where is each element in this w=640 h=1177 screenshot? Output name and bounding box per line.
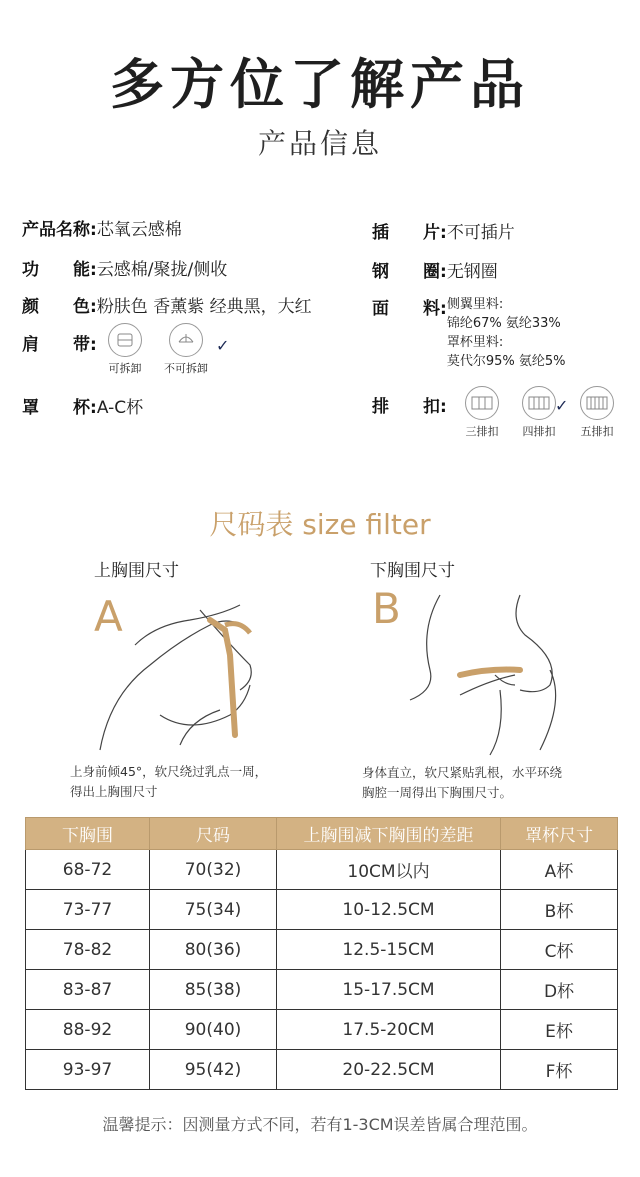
desc-line: 身体直立，软尺紧贴乳根，水平环绕 (362, 765, 563, 780)
bust-measure-illustration (80, 585, 310, 755)
info-key: 产品名称: (22, 220, 97, 240)
fabric-line: 锦纶67% 氨纶33% (446, 316, 561, 331)
desc-line: 上身前倾45°，软尺绕过乳点一周， (70, 764, 268, 779)
table-row (26, 1050, 618, 1090)
detachable-strap-icon (108, 323, 142, 357)
info-key: 插 片: (372, 223, 447, 243)
option-label: 不可拆卸 (164, 362, 208, 375)
column-header: 上胸围减下胸围的差距 (277, 818, 501, 850)
table-cell: 85(38) (150, 970, 277, 1010)
table-cell: A杯 (501, 850, 618, 890)
measurement-tip: 温馨提示：因测量方式不同，若有1-3CM误差皆属合理范围。 (102, 1115, 538, 1134)
diagram-b-letter: B (372, 584, 401, 633)
table-cell: 12.5-15CM (277, 930, 501, 970)
info-value: 云感棉/聚拢/侧收 (96, 260, 228, 280)
table-cell: B杯 (501, 890, 618, 930)
column-header: 罩杯尺寸 (501, 818, 618, 850)
size-chart-title: 尺码表 size filter (209, 508, 431, 541)
strap-option-detachable (108, 323, 142, 376)
info-key: 功 能: (22, 260, 97, 280)
table-cell: C杯 (501, 930, 618, 970)
info-wire (372, 257, 498, 282)
diagram-a-label: 上胸围尺寸 (94, 561, 179, 581)
hook-option-5 (580, 386, 614, 439)
fabric-line: 罩杯里料: (446, 335, 504, 350)
info-key: 钢 圈: (372, 262, 447, 282)
info-key: 排 扣: (372, 397, 447, 417)
diagram-a-letter: A (94, 592, 123, 641)
table-cell: D杯 (501, 970, 618, 1010)
table-row (26, 970, 618, 1010)
desc-line: 胸腔一周得出下胸围尺寸。 (362, 785, 513, 800)
check-icon: ✓ (555, 396, 569, 415)
three-row-hook-icon (465, 386, 499, 420)
table-cell: 10-12.5CM (277, 890, 501, 930)
table-header-row (26, 818, 618, 850)
four-row-hook-icon (522, 386, 556, 420)
table-cell: E杯 (501, 1010, 618, 1050)
check-icon: ✓ (216, 336, 230, 355)
info-key: 颜 色: (22, 297, 97, 317)
table-cell: 70(32) (150, 850, 277, 890)
info-value: 粉肤色 香薰紫 经典黑，大红 (96, 297, 312, 317)
table-cell: 93-97 (26, 1050, 150, 1090)
table-row (26, 930, 618, 970)
fabric-line: 侧翼里料: (446, 297, 504, 312)
info-key: 肩 带: (22, 335, 97, 355)
underbust-measure-illustration (400, 590, 600, 760)
table-cell: 88-92 (26, 1010, 150, 1050)
fabric-details (447, 295, 566, 371)
diagram-b-description (362, 763, 562, 803)
fabric-line: 莫代尔95% 氨纶5% (446, 354, 566, 369)
hook-option-3 (465, 386, 499, 439)
info-value: 芯氧云感棉 (96, 220, 182, 240)
info-key: 面 料: (372, 299, 447, 319)
info-hook (372, 392, 447, 417)
table-cell: 95(42) (150, 1050, 277, 1090)
info-value: A-C杯 (96, 398, 144, 418)
table-cell: 75(34) (150, 890, 277, 930)
option-label: 五排扣 (580, 425, 614, 438)
table-cell: 73-77 (26, 890, 150, 930)
info-key: 罩 杯: (22, 398, 97, 418)
table-cell: 83-87 (26, 970, 150, 1010)
table-cell: F杯 (501, 1050, 618, 1090)
table-cell: 20-22.5CM (277, 1050, 501, 1090)
desc-line: 得出上胸围尺寸 (70, 784, 158, 799)
diagram-a-description (70, 762, 267, 802)
option-label: 可拆卸 (108, 362, 142, 375)
table-cell: 17.5-20CM (277, 1010, 501, 1050)
info-cup (22, 393, 143, 418)
table-cell: 80(36) (150, 930, 277, 970)
info-insert (372, 218, 515, 243)
table-cell: 10CM以内 (277, 850, 501, 890)
fixed-strap-icon (169, 323, 203, 357)
column-header: 尺码 (150, 818, 277, 850)
diagram-b-label: 下胸围尺寸 (370, 561, 455, 581)
section-title-product-info: 产品信息 (257, 127, 382, 160)
option-label: 三排扣 (465, 425, 499, 438)
info-fabric (372, 294, 565, 371)
strap-option-fixed (164, 323, 208, 376)
table-row (26, 890, 618, 930)
size-table (25, 817, 618, 1090)
table-cell: 78-82 (26, 930, 150, 970)
table-cell: 68-72 (26, 850, 150, 890)
info-strap (22, 330, 97, 355)
hook-option-4 (522, 386, 556, 439)
table-cell: 15-17.5CM (277, 970, 501, 1010)
column-header: 下胸围 (26, 818, 150, 850)
info-product-name (22, 215, 182, 240)
table-row (26, 850, 618, 890)
five-row-hook-icon (580, 386, 614, 420)
option-label: 四排扣 (522, 425, 556, 438)
info-color (22, 292, 312, 317)
info-value: 不可插片 (446, 223, 515, 243)
page-title: 多方位了解产品 (110, 53, 530, 116)
table-row (26, 1010, 618, 1050)
info-value: 无钢圈 (446, 262, 498, 282)
info-function (22, 255, 227, 280)
table-cell: 90(40) (150, 1010, 277, 1050)
